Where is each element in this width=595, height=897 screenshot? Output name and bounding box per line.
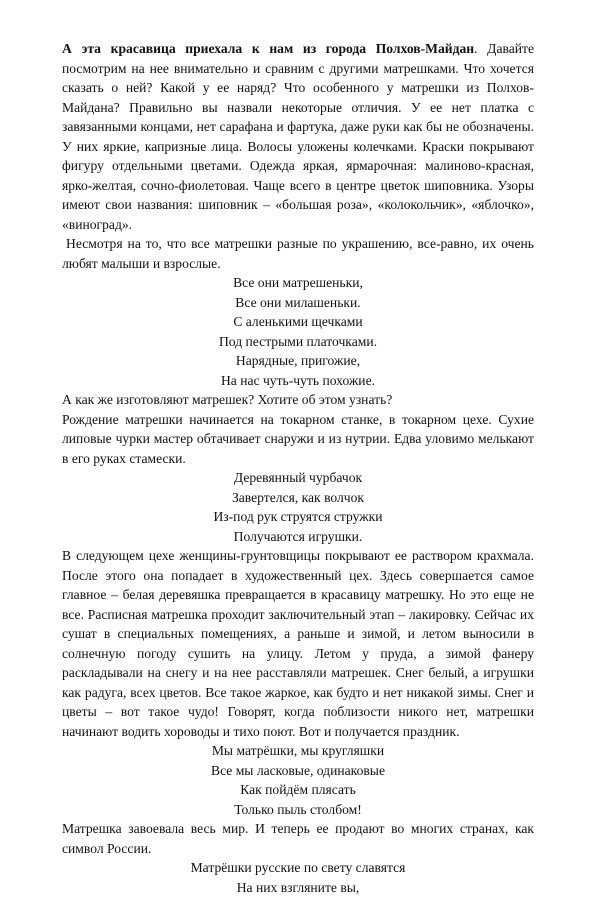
poem-line: Мы матрёшки, мы кругляшки — [62, 741, 534, 761]
poem-churbachok — [62, 468, 534, 546]
paragraph-world: Матрешка завоевала весь мир. И теперь ее продают во многих странах, как символ России. — [62, 819, 534, 858]
poem-line: На них взгляните вы, — [62, 878, 534, 897]
paragraph-question: А как же изготовляют матрешек? Хотите об этом узнать? — [62, 390, 534, 410]
poem-line: Матрёшки русские по свету славятся — [62, 858, 534, 878]
poem-matryoshenki — [62, 273, 534, 390]
poem-line: Завертелся, как волчок — [62, 488, 534, 508]
document-body — [62, 39, 534, 897]
poem-line: Все они милашеньки. — [62, 293, 534, 313]
poem-line: Деревянный чурбачок — [62, 468, 534, 488]
poem-line: Все они матрешеньки, — [62, 273, 534, 293]
poem-line: Только пыль столбом! — [62, 800, 534, 820]
paragraph-intro — [62, 39, 534, 234]
paragraph-intro-text: . Давайте посмотрим на нее внимательно и сравним с другими матрешками. Что хочется сказать о ней? Какой у ее наряд? Что особенного у матрешки из Полхов-Майдана? Правильно вы назвали некоторые отличия. У ее нет платка с завязанными концами, нет сарафана и фартука, даже руки как бы не обозначены. У них яркие, капризные лица. Волосы уложены колечками. Краски покрывают фигуру отдельными цветами. Одежда яркая, ярмарочная: малиново-красная, ярко-желтая, сочно-фиолетовая. Чаще всего в центре цветок шиповника. Узоры имеют свои названия: шиповник – «большая роза», «колокольчик», «яблочко», «виноград». — [62, 41, 534, 232]
poem-kruglyashki — [62, 741, 534, 819]
paragraph-painting: В следующем цехе женщины-грунтовщицы покрывают ее раствором крахмала. После этого она попадает в художественный цех. Здесь совершается самое главное – белая деревяшка превращается в красавицу матрешку. Но это еще не все. Расписная матрешка проходит заключительный этап – лакировку. Сейчас их сушат в специальных помещениях, а раньше и зимой, и летом выносили в солнечную погоду сушить на улицу. Летом у пруда, а зимой фанеру раскладывали на снегу и на нее расставляли матрешек. Снег белый, а игрушки как радуга, всех цветов. Все такое жаркое, как будто и нет никакой зимы. Снег и цветы – вот такое чудо! Говорят, когда поблизости никого нет, матрешки начинают водить хороводы и тихо поют. Вот и получается праздник. — [62, 546, 534, 741]
paragraph-love: Несмотря на то, что все матрешки разные по украшению, все-равно, их очень любят малыши и взрослые. — [62, 234, 534, 273]
poem-line: Нарядные, пригожие, — [62, 351, 534, 371]
poem-line: Все мы ласковые, одинаковые — [62, 761, 534, 781]
poem-line: Из-под рук струятся стружки — [62, 507, 534, 527]
poem-line: На нас чуть-чуть похожие. — [62, 371, 534, 391]
poem-line: Под пестрыми платочками. — [62, 332, 534, 352]
poem-russian-matryoshki — [62, 858, 534, 897]
bold-lead: А эта красавица приехала к нам из города Полхов-Майдан — [62, 41, 474, 56]
paragraph-lathe: Рождение матрешки начинается на токарном станке, в токарном цехе. Сухие липовые чурки мастер обтачивает снаружи и из нутрии. Едва уловимо мелькают в его руках стамески. — [62, 410, 534, 469]
poem-line: С аленькими щечками — [62, 312, 534, 332]
poem-line: Как пойдём плясать — [62, 780, 534, 800]
poem-line: Получаются игрушки. — [62, 527, 534, 547]
